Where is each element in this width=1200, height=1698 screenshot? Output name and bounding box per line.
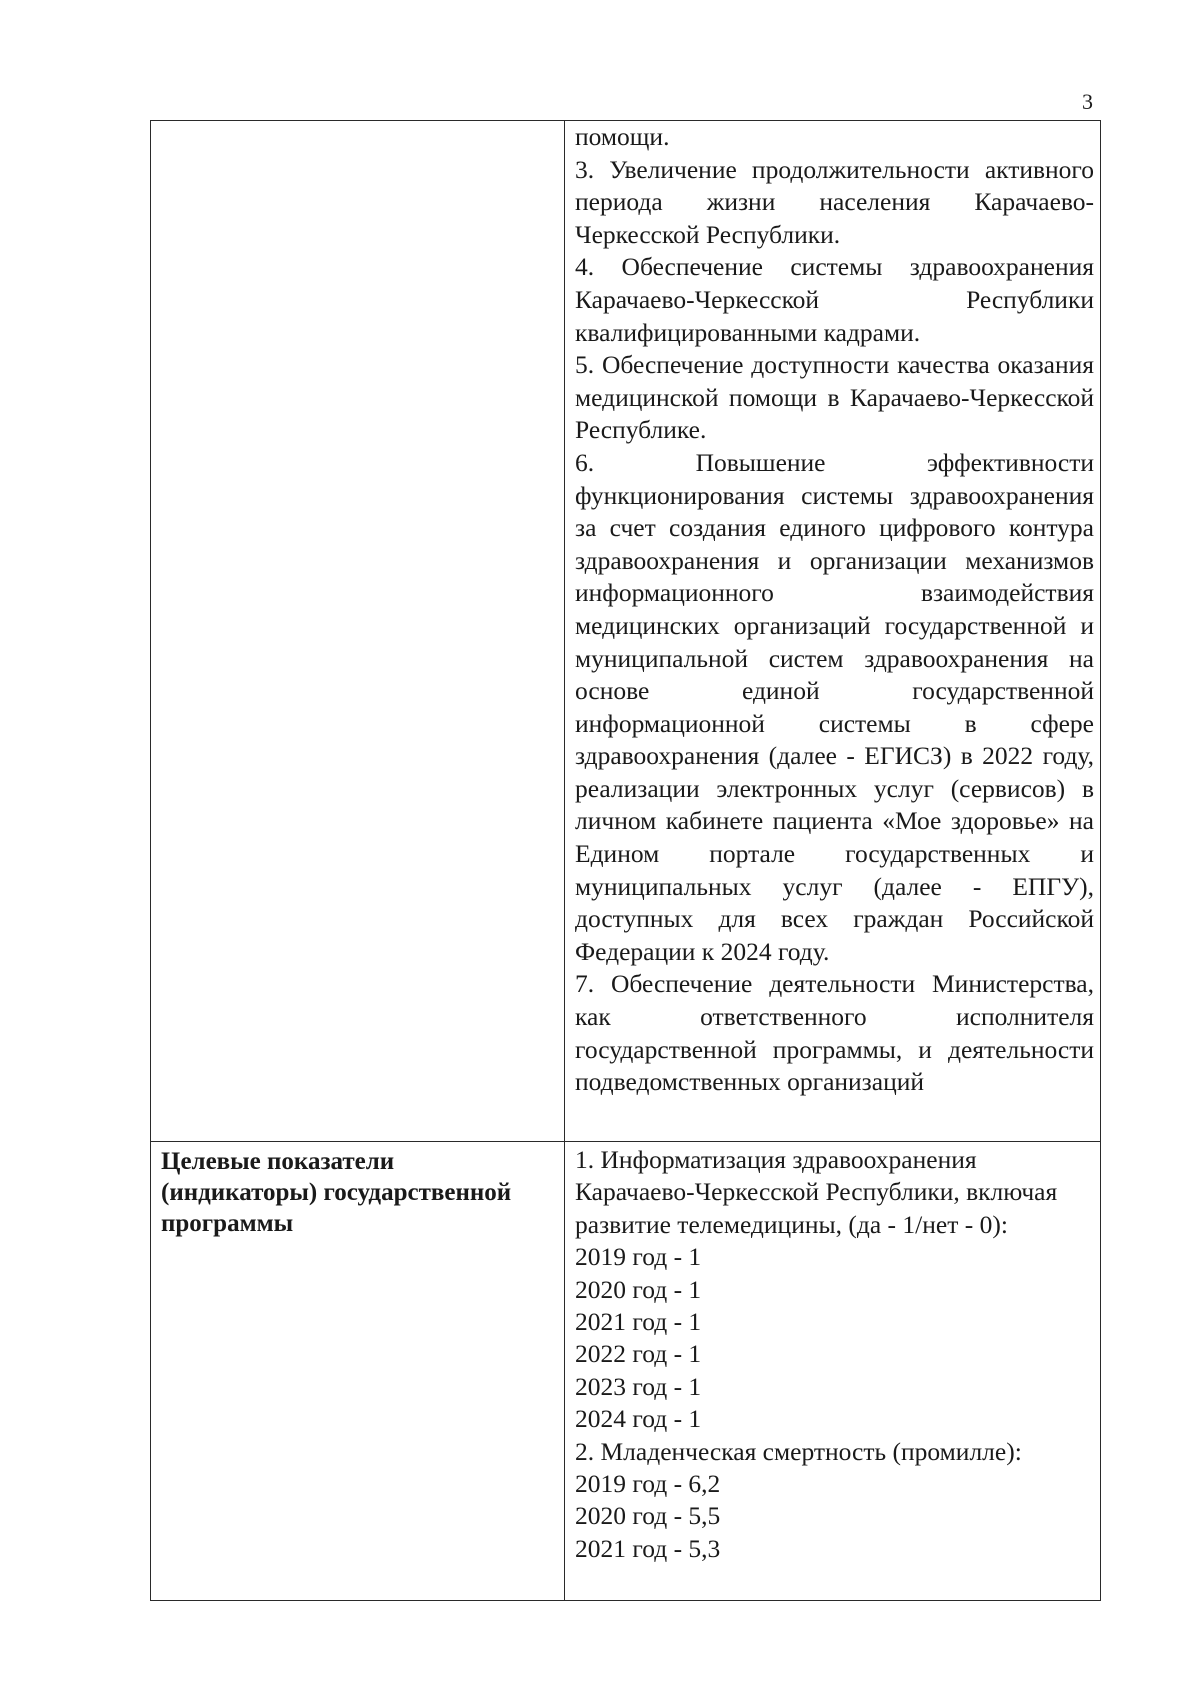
table-row <box>151 121 1101 1142</box>
goal-paragraph: 5. Обеспечение доступности качества оказания медицинской помощи в Карачаево-Черкесской Республике. <box>575 350 1094 445</box>
table-row <box>151 1142 1101 1601</box>
indicators-cell <box>565 1142 1101 1601</box>
indicators-label: Целевые показатели (индикаторы) государственной программы <box>151 1142 565 1601</box>
indicator-line: 2024 год - 1 <box>575 1404 702 1434</box>
indicator-line: 2020 год - 5,5 <box>575 1501 721 1531</box>
indicator-line: 2021 год - 1 <box>575 1307 702 1337</box>
page-number: 3 <box>1082 89 1093 114</box>
indicator-line: 2022 год - 1 <box>575 1339 702 1369</box>
indicator-line: 2019 год - 1 <box>575 1242 702 1272</box>
row-label-empty <box>151 121 565 1142</box>
goal-paragraph: помощи. <box>575 122 670 151</box>
indicator-line: 1. Информатизация здравоохранения Карачаево-Черкесской Республики, включая развитие телемедицины, (да - 1/нет - 0): <box>575 1145 1058 1239</box>
goal-paragraph: 7. Обеспечение деятельности Министерства, как ответственного исполнителя государственной программы, и деятельности подведомственных организаций <box>575 969 1094 1097</box>
indicator-line: 2. Младенческая смертность (промилле): <box>575 1436 1022 1466</box>
indicator-line: 2021 год - 5,3 <box>575 1533 721 1563</box>
goal-paragraph: 4. Обеспечение системы здравоохранения Карачаево-Черкесской Республики квалифицированными кадрами. <box>575 252 1094 347</box>
indicator-line: 2019 год - 6,2 <box>575 1469 721 1499</box>
passport-table <box>150 120 1101 1601</box>
indicator-line: 2020 год - 1 <box>575 1274 702 1304</box>
goal-paragraph: 6. Повышение эффективности функционирования системы здравоохранения за счет создания единого цифрового контура здравоохранения и организации механизмов информационного взаимодействия медицинских организаций государственной и муниципальной систем здравоохранения на основе единой государственной информационной системы в сфере здравоохранения (далее - ЕГИСЗ) в 2022 году, реализации электронных услуг (сервисов) в личном кабинете пациента «Мое здоровье» на Едином портале государственных и муниципальных услуг (далее - ЕПГУ), доступных для всех граждан Российской Федерации к 2024 году. <box>575 447 1094 966</box>
goal-paragraph: 3. Увеличение продолжительности активного периода жизни населения Карачаево-Черкесской Республики. <box>575 154 1094 249</box>
goals-cell <box>565 121 1101 1142</box>
indicator-line: 2023 год - 1 <box>575 1371 702 1401</box>
